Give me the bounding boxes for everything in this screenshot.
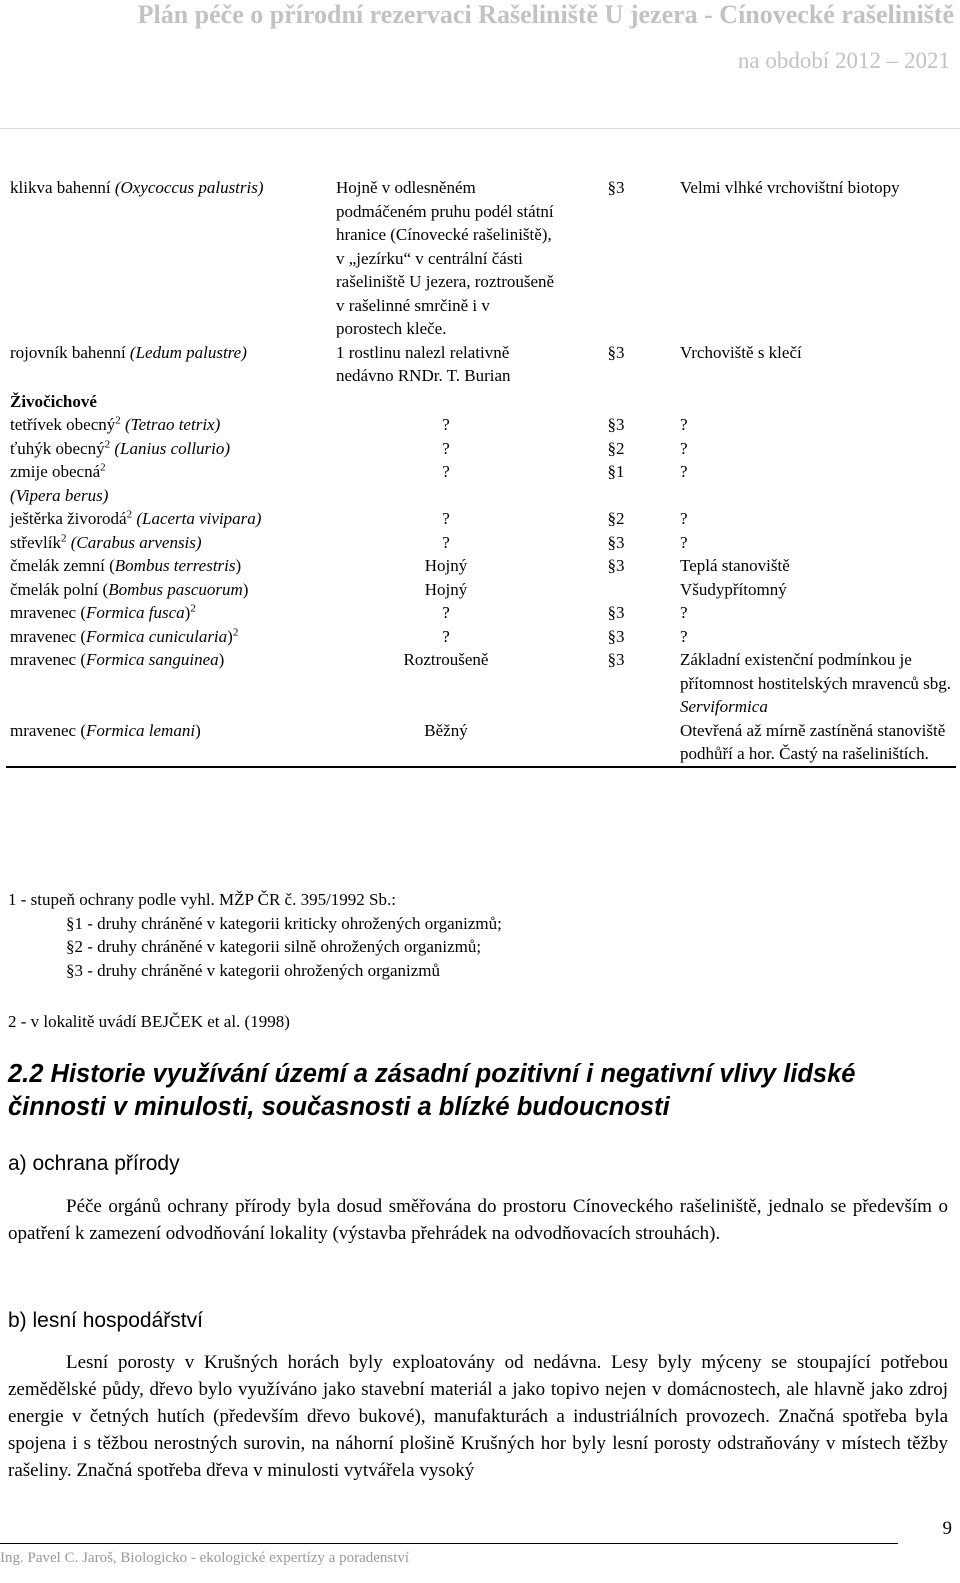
page-number: 9 (942, 1518, 952, 1539)
habitat-cell (672, 625, 956, 649)
occurrence-cell: Hojný (424, 579, 468, 599)
species-latin: Formica cunicularia (85, 626, 228, 646)
species-paren: ) (195, 720, 201, 740)
species-latin: (Tetrao tetrix) (125, 415, 221, 434)
footnote-1-cat3: §3 - druhy chráněné v kategorii ohrožených organizmů (66, 960, 441, 980)
protection-cell: §3 (607, 532, 625, 552)
species-name: čmelák polní ( (10, 579, 109, 599)
species-cell (6, 507, 332, 531)
occurrence-cell: ? (442, 532, 450, 552)
species-latin: (Ledum palustre) (129, 342, 247, 362)
habitat-cell (672, 554, 956, 578)
table-row (6, 507, 956, 531)
occurrence-cell: Hojně v odlesněném podmáčeném pruhu podél státní hranice (Cínovecké rašeliniště), v „jezírku“ v centrální části rašeliniště U jezera, roztroušeně v rašelinné smrčině i v porostech kleče. (336, 178, 555, 338)
species-cell (6, 554, 332, 578)
species-cell (6, 172, 332, 341)
footnote-ref: 2 (126, 508, 133, 521)
table-row (6, 437, 956, 461)
section-label: Živočichové (10, 391, 97, 411)
species-paren: ) (235, 556, 242, 575)
protection-cell (560, 578, 672, 602)
paragraph-b-text: Lesní porosty v Krušných horách byly exploatovány od nedávna. Lesy byly mýceny se stoupající potřebou zemědělské půdy, dřevo bylo využíváno jako stavební materiál a jako topivo nejen v domácnostech, ale hlavně jako zdroj energie v četných hutích (především dřevo bukové), manufakturách a industriálních provozech. Značná spotřeba byla spojena i s těžbou nerostných surovin, na náhorní plošině Krušných hor byly lesní porosty odstraňovány v místech těžby rašeliny. Značná spotřeba dřeva v minulosti vytvářela vysoký (8, 1352, 948, 1481)
species-cell (6, 341, 332, 388)
habitat-text: ? (680, 438, 688, 458)
species-latin: (Carabus arvensis) (70, 532, 202, 552)
footnote-ref: 2 (232, 625, 239, 638)
occurrence-cell: ? (442, 438, 450, 458)
protection-cell (560, 719, 672, 767)
table-row (6, 172, 956, 341)
footnote-ref: 2 (190, 602, 196, 615)
occurrence-cell: ? (442, 626, 450, 646)
species-paren: ) (184, 603, 191, 622)
species-name: mravenec ( (10, 626, 86, 646)
habitat-text: ? (680, 603, 688, 622)
footnote-1: 1 - stupeň ochrany podle vyhl. MŽP ČR č. 395/1992 Sb.: (8, 890, 396, 909)
habitat-text: ? (680, 626, 688, 646)
table-row (6, 719, 956, 767)
species-latin: (Vipera berus) (10, 485, 109, 505)
subheading-b: b) lesní hospodářství (8, 1309, 203, 1332)
habitat-cell: Velmi vlhké vrchovištní biotopy (680, 178, 900, 197)
footer-author: Ing. Pavel C. Jaroš, Biologicko - ekologické expertízy a poradenství (0, 1550, 410, 1566)
species-cell (6, 625, 332, 649)
table-row (6, 341, 956, 388)
protection-cell: §3 (607, 342, 625, 362)
protection-cell: §3 (607, 603, 625, 622)
paragraph-a-text: Péče orgánů ochrany přírody byla dosud směřována do prostoru Cínoveckého rašeliniště, jednalo se především o opatření k zamezení odvodňování lokality (výstavba přehrádek na odvodňovacích strouhách). (8, 1196, 948, 1244)
species-latin: (Oxycoccus palustris) (114, 178, 264, 197)
habitat-italic: Serviformica (680, 697, 768, 716)
species-latin: Bombus pascuorum (108, 579, 243, 599)
table-row (6, 601, 956, 625)
species-latin: Bombus terrestris (114, 556, 236, 575)
species-name: střevlík (10, 532, 61, 552)
species-name: klikva bahenní (10, 178, 111, 197)
habitat-text: ? (680, 509, 688, 528)
footnote-2: 2 - v lokalitě uvádí BEJČEK et al. (1998) (8, 1012, 290, 1031)
subheading-a: a) ochrana přírody (8, 1152, 180, 1175)
footnote-ref: 2 (115, 414, 121, 427)
table-row (6, 413, 956, 437)
section-row (6, 388, 956, 414)
occurrence-cell: Hojný (424, 556, 468, 575)
habitat-cell (672, 460, 956, 507)
species-latin: Formica sanguinea (85, 650, 219, 669)
footnotes (8, 888, 502, 982)
protection-cell: §2 (607, 438, 625, 458)
species-cell (6, 460, 332, 507)
protection-cell: §3 (607, 650, 625, 669)
species-latin: (Lacerta vivipara) (136, 509, 262, 528)
footnote-ref: 2 (100, 461, 106, 474)
species-cell (6, 601, 332, 625)
species-paren: ) (242, 579, 249, 599)
table-row (6, 648, 956, 719)
protection-cell: §3 (607, 415, 625, 434)
table-row (6, 460, 956, 507)
species-cell (6, 413, 332, 437)
habitat-text: ? (680, 415, 688, 434)
habitat-cell (672, 531, 956, 555)
table-row (6, 578, 956, 602)
protection-cell: §3 (607, 178, 625, 197)
protection-cell: §3 (607, 626, 625, 646)
footer-divider (0, 1543, 898, 1544)
species-name: čmelák zemní ( (10, 556, 115, 575)
habitat-text: Teplá stanoviště (680, 556, 790, 575)
habitat-cell (672, 437, 956, 461)
habitat-text: Základní existenční podmínkou je přítomnost hostitelských mravenců sbg. (680, 650, 952, 693)
habitat-text: ? (680, 462, 688, 481)
habitat-cell (672, 719, 956, 767)
protection-cell: §1 (607, 462, 625, 481)
habitat-cell (672, 648, 956, 719)
habitat-cell (672, 578, 956, 602)
species-name: rojovník bahenní (10, 342, 126, 362)
habitat-text: Otevřená až mírně zastíněná stanoviště podhůří a hor. Častý na rašeliništích. (680, 720, 946, 763)
occurrence-cell: ? (442, 603, 450, 622)
protection-cell: §2 (607, 509, 625, 528)
species-name: mravenec ( (10, 650, 86, 669)
habitat-cell (672, 601, 956, 625)
habitat-cell: Vrchoviště s klečí (680, 342, 802, 362)
species-cell (6, 578, 332, 602)
section-heading: 2.2 Historie využívání území a zásadní pozitivní i negativní vlivy lidské činnosti v minulosti, současnosti a blízké budoucnosti (8, 1060, 856, 1121)
species-cell (6, 437, 332, 461)
species-name: ještěrka živorodá (10, 509, 127, 528)
species-cell (6, 648, 332, 719)
species-name: ťuhýk obecný (10, 438, 105, 458)
header-subtitle: na období 2012 – 2021 (737, 48, 950, 73)
species-latin: (Lanius collurio) (114, 438, 231, 458)
occurrence-cell: 1 rostlinu nalezl relativně nedávno RNDr. T. Burian (336, 342, 511, 385)
species-table (6, 172, 956, 768)
footnote-1-cat2: §2 - druhy chráněné v kategorii silně ohrožených organizmů; (66, 937, 482, 956)
species-name: tetřívek obecný (10, 415, 116, 434)
habitat-cell (672, 507, 956, 531)
table-row (6, 625, 956, 649)
paragraph-a (8, 1193, 948, 1247)
species-paren: ) (227, 626, 233, 646)
table-row (6, 531, 956, 555)
occurrence-cell: Roztroušeně (403, 650, 489, 669)
occurrence-cell: Běžný (424, 720, 468, 740)
occurrence-cell: ? (442, 509, 450, 528)
footnote-1-cat1: §1 - druhy chráněné v kategorii kriticky ohrožených organizmů; (66, 913, 502, 933)
species-name: zmije obecná (10, 462, 101, 481)
species-latin: Formica fusca (85, 603, 185, 622)
header-title: Plán péče o přírodní rezervaci Rašeliniště U jezera - Cínovecké rašeliniště (137, 0, 954, 29)
species-cell (6, 531, 332, 555)
habitat-cell (672, 413, 956, 437)
species-name: mravenec ( (10, 603, 86, 622)
species-name: mravenec ( (10, 720, 86, 740)
paragraph-b (8, 1349, 948, 1484)
table-row (6, 554, 956, 578)
occurrence-cell: ? (442, 415, 450, 434)
habitat-text: ? (680, 532, 688, 552)
species-cell (6, 719, 332, 767)
protection-cell: §3 (607, 556, 625, 575)
species-latin: Formica lemani (85, 720, 196, 740)
footnote-ref: 2 (104, 437, 111, 450)
occurrence-cell: ? (442, 462, 450, 481)
habitat-text: Všudypřítomný (680, 579, 787, 599)
species-paren: ) (218, 650, 225, 669)
header-divider (0, 128, 960, 129)
footnote-ref: 2 (61, 531, 67, 544)
